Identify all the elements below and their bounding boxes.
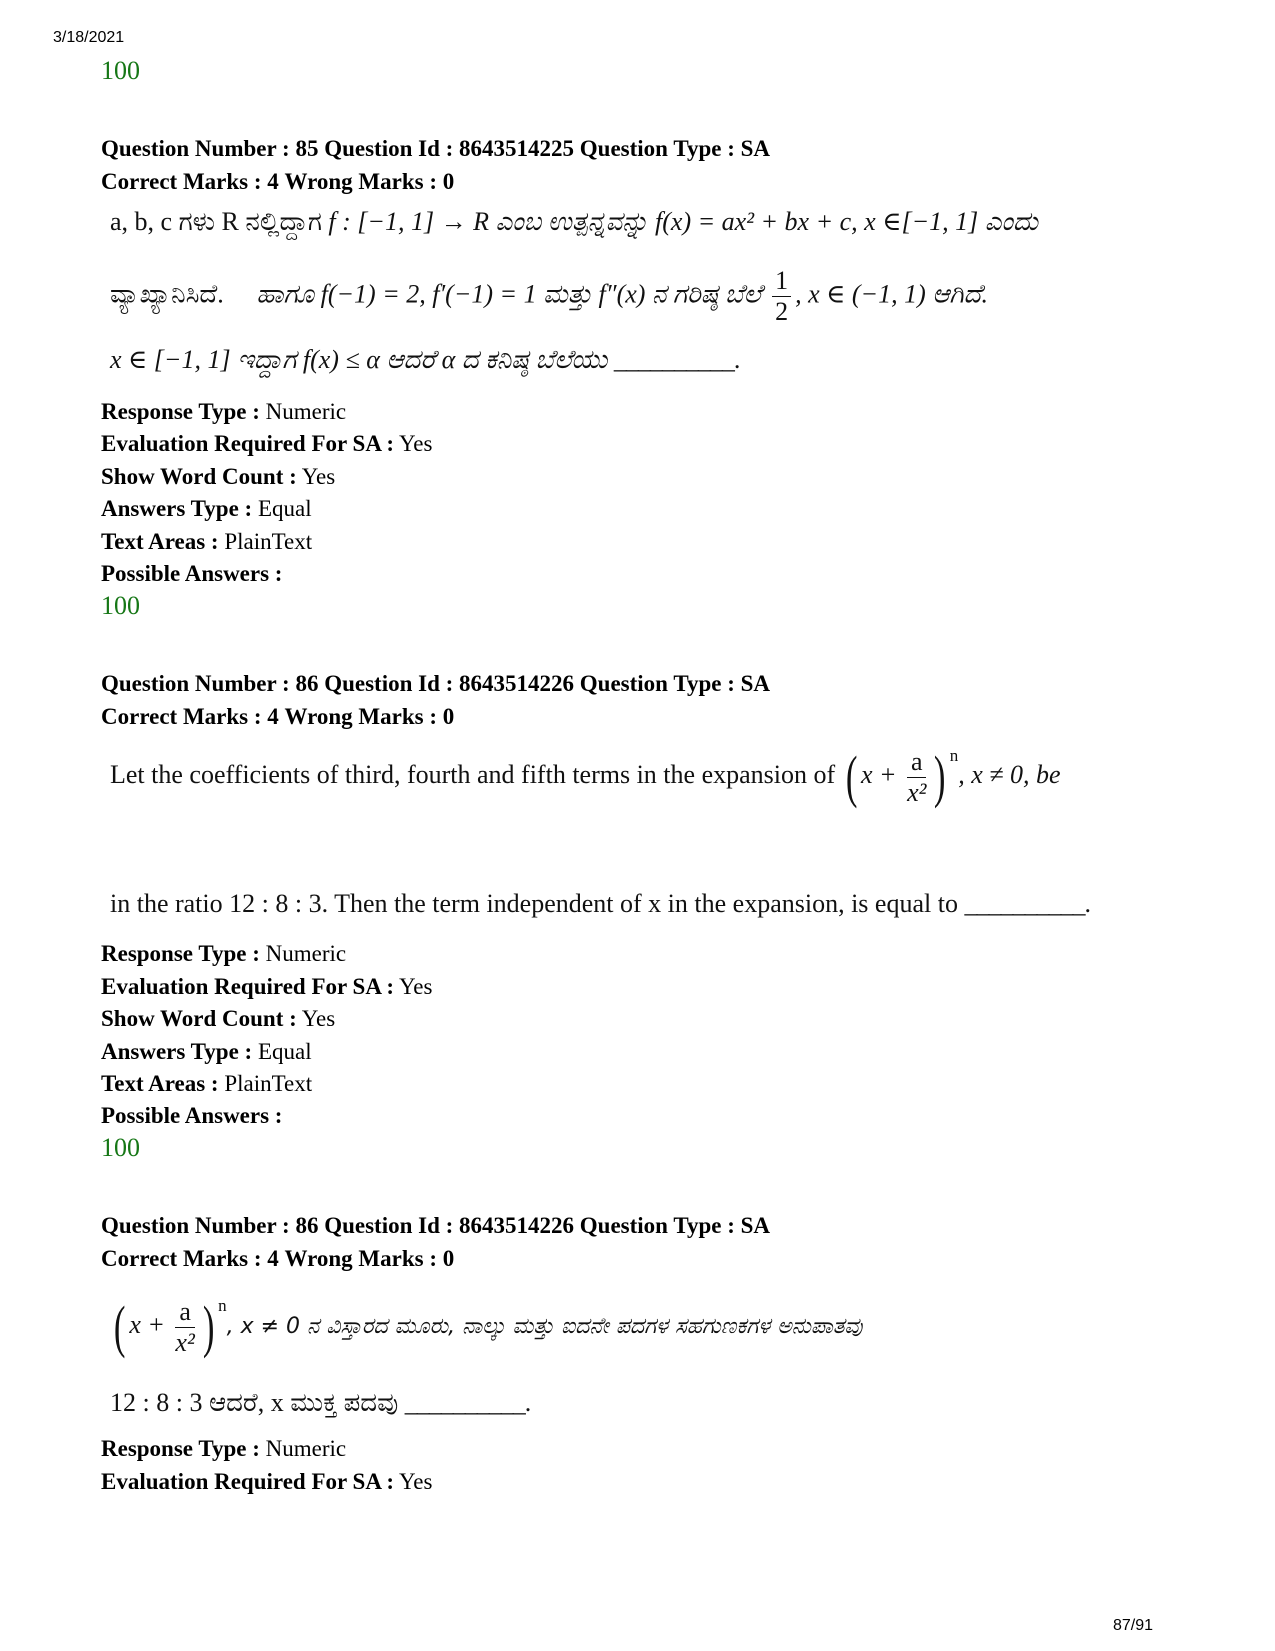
question-id: 8643514226 (459, 671, 575, 696)
question-number-label: Question Number : (101, 136, 290, 161)
text-areas-row: Text Areas : PlainText (101, 529, 313, 554)
possible-answer-value: 100 (101, 56, 140, 85)
question-id: 8643514225 (459, 136, 575, 161)
question-header (101, 136, 770, 162)
question-text-line: x ∈ [−1, 1] ಇದ್ದಾಗ f(x) ≤ α ಆದರೆ α ದ ಕನಿಷ್ಠ ಬೆಲೆಯು __________. (110, 345, 740, 374)
question-type: SA (740, 671, 771, 696)
correct-marks: 4 (267, 704, 279, 729)
question-text-line: ( x + $\frac{a}{\text{x²}}$ ) $^n$, x ≠ 0 ನ ವಿಸ್ತಾರದ ಮೂರು, ನಾಲ್ಕು ಮತ್ತು ಐದನೇ ಪದಗಳ ಸಹಗುಣಕಗಳ ಅನುಪಾತವು (113, 1294, 863, 1360)
response-type-row: Response Type : Numeric (101, 399, 347, 424)
answer-blank: __________. (964, 889, 1090, 918)
question-header: Question Number : 86 Question Id : 8643514226 Question Type : SA (101, 1213, 771, 1238)
possible-answers-row: Possible Answers : (101, 1103, 283, 1128)
fraction: $\frac{a}{\text{x²}}$ (175, 1296, 195, 1357)
correct-marks-label: Correct Marks : (101, 169, 262, 194)
page-number: 87/91 (1112, 1617, 1153, 1634)
print-date: 3/18/2021 (53, 29, 125, 46)
possible-answer-value: 100 (101, 1133, 140, 1162)
correct-marks: 4 (267, 169, 279, 194)
marks-line (101, 169, 454, 195)
question-number: 85 (295, 136, 319, 161)
question-text-line: a, b, c ಗಳು R ನಲ್ಲಿದ್ದಾಗ f : [−1, 1] → R ಎಂಬ ಉತ್ಪನ್ನವನ್ನು f(x) = ax² + bx + c, x ∈[−1, 1] ಎಂದು (110, 207, 1039, 236)
question-text-line: in the ratio 12 : 8 : 3. Then the term independent of x in the expansion, is equal to __________. (110, 889, 1090, 918)
marks-line: Correct Marks : 4 Wrong Marks : 0 (101, 704, 455, 729)
marks-line: Correct Marks : 4 Wrong Marks : 0 (101, 1246, 455, 1271)
wrong-marks: 0 (442, 1246, 455, 1271)
possible-answers-row: Possible Answers : (101, 561, 283, 586)
question-type: SA (740, 1213, 771, 1238)
fraction: $\frac{a}{\text{x²}}$ (907, 746, 927, 807)
eval-required-row: Evaluation Required For SA : Yes (101, 431, 433, 456)
show-word-count-row: Show Word Count : Yes (101, 464, 336, 489)
question-id: 8643514226 (459, 1213, 575, 1238)
possible-answer-value: 100 (101, 591, 140, 620)
wrong-marks-label: Wrong Marks : (284, 169, 438, 194)
question-type-label: Question Type : (579, 136, 735, 161)
eval-required-row: Evaluation Required For SA : Yes (101, 974, 433, 999)
eval-required-row: Evaluation Required For SA : Yes (101, 1469, 433, 1494)
answer-blank: __________. (613, 345, 740, 374)
correct-marks: 4 (267, 1246, 279, 1271)
question-type: SA (740, 136, 771, 161)
text-areas-row: Text Areas : PlainText (101, 1071, 313, 1096)
response-type-row: Response Type : Numeric (101, 1436, 347, 1461)
show-word-count-row: Show Word Count : Yes (101, 1006, 336, 1031)
question-text-line: Let the coefficients of third, fourth and fifth terms in the expansion of ( x + $\frac{a}{\text{x²}}$ ) $^n$, x ≠ 0, be (110, 744, 1061, 810)
question-text-line: 12 : 8 : 3 ಆದರೆ, x ಮುಕ್ತ ಪದವು __________. (110, 1388, 531, 1417)
answer-blank: __________. (404, 1388, 531, 1417)
question-header: Question Number : 86 Question Id : 8643514226 Question Type : SA (101, 671, 771, 696)
answers-type-row: Answers Type : Equal (101, 496, 312, 521)
response-type-row: Response Type : Numeric (101, 941, 347, 966)
question-text-line: ವ್ಯಾಖ್ಯಾನಿಸಿದೆ. ಹಾಗೂ f(−1) = 2, f′(−1) = 1 ಮತ್ತು f″(x) ನ ಗರಿಷ್ಠ ಬೆಲೆ $\frac{1}{2}$ , x ∈ (−1, 1) ಆಗಿದೆ. (110, 266, 988, 326)
question-id-label: Question Id : (324, 136, 454, 161)
answers-type-row: Answers Type : Equal (101, 1039, 312, 1064)
question-number: 86 (295, 671, 319, 696)
wrong-marks: 0 (442, 704, 455, 729)
wrong-marks: 0 (442, 169, 455, 194)
fraction: $\frac{1}{2}$ (772, 268, 791, 325)
question-number: 86 (295, 1213, 319, 1238)
